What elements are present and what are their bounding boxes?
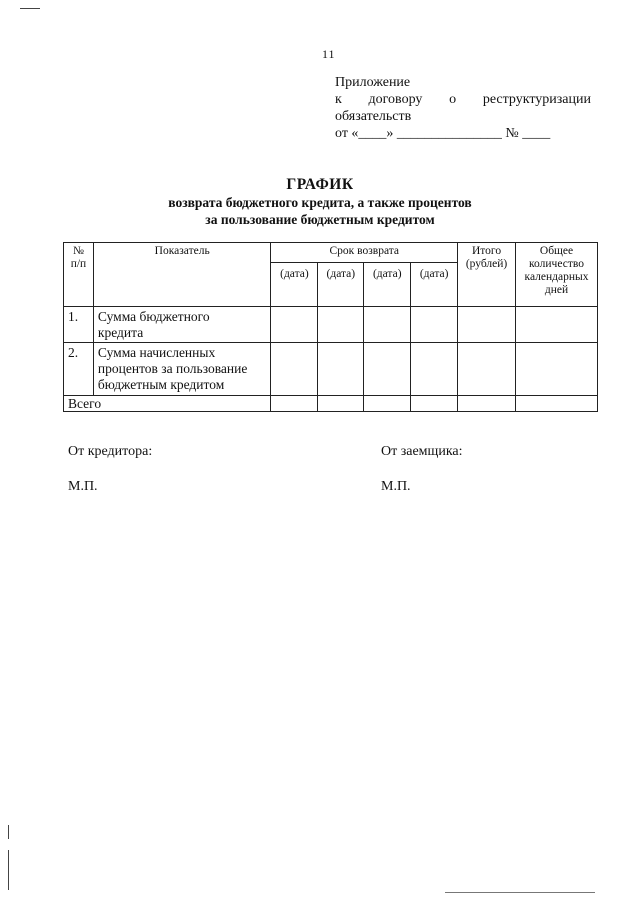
cell — [364, 307, 411, 343]
row-label — [93, 307, 271, 343]
scan-mark-left-1 — [8, 825, 9, 839]
header-days-line: дней — [544, 284, 569, 296]
table-header-row — [64, 243, 598, 263]
cell — [458, 396, 516, 412]
table-row — [64, 343, 598, 396]
cell — [516, 307, 598, 343]
header-date: (дата) — [271, 263, 318, 307]
cell — [271, 307, 318, 343]
row-label-line: Сумма бюджетного — [97, 309, 210, 324]
row-label-line: Сумма начисленных — [97, 345, 216, 360]
cell — [411, 396, 458, 412]
row-label-line: процентов за пользование — [97, 361, 248, 376]
header-days — [516, 243, 598, 307]
header-total-line-2: (рублей) — [465, 258, 508, 270]
header-days-line: Общее — [539, 245, 574, 257]
header-num-line-2: п/п — [70, 258, 87, 270]
appendix-line-1: Приложение — [335, 75, 411, 90]
appendix-word: реструктуризации — [482, 92, 591, 107]
row-label-line: кредита — [97, 325, 144, 340]
cell — [318, 343, 364, 396]
cell — [458, 343, 516, 396]
appendix-word: о — [449, 92, 457, 107]
header-total-line-1: Итого — [472, 245, 502, 257]
total-label: Всего — [64, 396, 271, 412]
cell — [318, 307, 364, 343]
document-subtitle — [0, 194, 640, 228]
subtitle-line-2: за пользование бюджетным кредитом — [205, 212, 435, 227]
document-title: ГРАФИК — [286, 176, 354, 193]
cell — [364, 343, 411, 396]
header-indicator: Показатель — [93, 243, 271, 307]
cell — [411, 307, 458, 343]
header-num-line-1: № — [72, 245, 84, 257]
scan-mark-bottom — [445, 892, 595, 893]
cell — [516, 343, 598, 396]
cell — [271, 396, 318, 412]
scan-mark-left-2 — [8, 850, 9, 890]
cell — [364, 396, 411, 412]
row-label — [93, 343, 271, 396]
repayment-schedule-table — [63, 242, 598, 412]
appendix-line-4: от «____» _______________ № ____ — [335, 126, 551, 141]
page-number: 11 — [322, 47, 336, 61]
header-date: (дата) — [364, 263, 411, 307]
header-total — [458, 243, 516, 307]
creditor-label: От кредитора: — [68, 444, 153, 459]
row-label-line: бюджетным кредитом — [97, 377, 225, 392]
appendix-word: договору — [368, 92, 423, 107]
row-num: 2. — [64, 343, 94, 396]
borrower-label: От заемщика: — [381, 444, 463, 459]
table-row — [64, 307, 598, 343]
header-date: (дата) — [318, 263, 364, 307]
header-date: (дата) — [411, 263, 458, 307]
subtitle-line-1: возврата бюджетного кредита, а также процентов — [168, 195, 472, 210]
header-term: Срок возврата — [271, 243, 458, 263]
appendix-word: к — [335, 92, 342, 107]
creditor-seal-label: М.П. — [68, 479, 98, 494]
cell — [271, 343, 318, 396]
appendix-header — [335, 74, 591, 142]
cell — [516, 396, 598, 412]
header-days-line: календарных — [524, 271, 589, 283]
borrower-seal-label: М.П. — [381, 479, 411, 494]
appendix-line-3: обязательств — [335, 109, 412, 124]
row-num: 1. — [64, 307, 94, 343]
cell — [318, 396, 364, 412]
table-total-row — [64, 396, 598, 412]
header-num — [64, 243, 94, 307]
scan-mark-top — [20, 8, 40, 9]
cell — [411, 343, 458, 396]
header-days-line: количество — [529, 258, 584, 270]
cell — [458, 307, 516, 343]
